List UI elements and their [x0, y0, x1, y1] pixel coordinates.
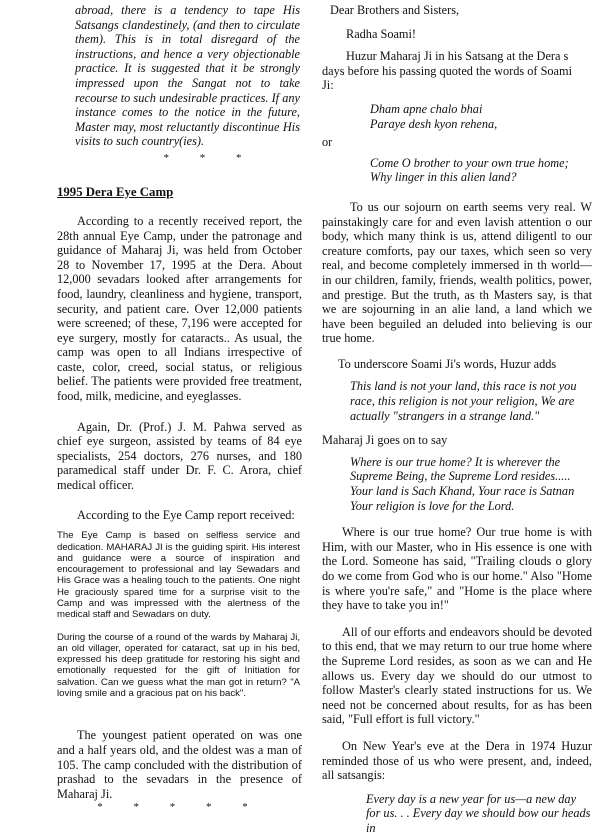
- verse-1-line-2: Paraye desh kyon rehena,: [370, 116, 498, 131]
- report-intro: According to the Eye Camp report received:: [77, 507, 295, 522]
- report-quote-2: During the course of a round of the wards by Maharaj Ji, an old villager, operated for cataract, sat up in his bed, expressed his deep gratitude for restoring his sight and emotionally requested for the gift of Initiation for salvation. Can we guess what the man got in return? "A loving smile and a gracious pat on his back".: [57, 631, 300, 700]
- section-divider-stars: * * *: [163, 151, 256, 164]
- maharaj-quote: Where is our true home? It is wherever the Supreme Being, the Supreme Lord resides..... Your land is Sach Khand, Your race is Satnan Your religion is love for the Lord.: [350, 454, 575, 513]
- right-column: [322, 0, 592, 836]
- section-heading: 1995 Dera Eye Camp: [57, 184, 174, 199]
- verse-1-line-1: Dham apne chalo bhai: [370, 101, 483, 116]
- huzur-quote: This land is not your land, this race is not you race, this religion is not your religion, We are actually "strangers in a strange land.": [350, 379, 577, 423]
- patients-paragraph: The youngest patient operated on was one and a half years old, and the oldest was a man of 105. The camp concluded with the distribution of prashad to the sevadars in the presence of Maharaj Ji.: [57, 728, 302, 801]
- efforts-paragraph: All of our efforts and endeavors should be devoted to this end, that we may return to our true home where the Supreme Lord resides, as soon as we can and He allows us. Every day we should do our utmost to follow Master's clearly stated instructions for us. We need not be concerned about results, for as has been said, "Full effort is full victory.": [322, 624, 592, 727]
- surgeons-paragraph: Again, Dr. (Prof.) J. M. Pahwa served as chief eye surgeon, assisted by teams of 84 eye specialists, 254 doctors, 276 nurses, and 180 paramedical staff under Dr. F. C. Arora, chief medical officer.: [57, 419, 302, 493]
- true-home-paragraph: Where is our true home? Our true home is with Him, with our Master, who in His essence is one with the Lord. Someone has said, "Trailing clouds o glory do we come from God who is our home." Also "Home is where you're safe," and "Home is the place where they have to take you in!": [322, 525, 592, 613]
- new-year-quote: Every day is a new year for us—a new day for us. . . Every day we should bow our heads in: [366, 791, 591, 835]
- sojourn-paragraph: To us our sojourn on earth seems very real. W painstakingly care for and even lavish attention o our body, which many think is us, attend diligentl to our creature comforts, pay our taxes, which seen so very real, and become completely immersed in th world—in our children, family, friends, wealth politics, power, and prestige. But the truth, as th Masters say, is that we are sojourning in an alie land, a land which we have been beguiled an deluded into believing is our true home.: [322, 199, 592, 346]
- intro-paragraph: abroad, there is a tendency to tape His Satsangs clandestinely, (and then to circulate them). This is in total disregard of the instructions, and hence a very objectionable practice. It is suggested that it be strongly impressed upon the Sangat not to take recourse to such undesirable practices. If any instance comes to the notice in the future, Master may, most reluctantly discontinue His visits to such country(ies).: [75, 3, 300, 149]
- verse-separator: or: [322, 135, 333, 150]
- end-divider-stars: * * * * *: [97, 801, 262, 814]
- verse-2-line-1: Come O brother to your own true home;: [370, 155, 569, 170]
- salutation: Dear Brothers and Sisters,: [330, 3, 460, 17]
- verse-2-line-2: Why linger in this alien land?: [370, 170, 517, 185]
- new-year-paragraph: On New Year's eve at the Dera in 1974 Huzur reminded those of us who were present, and, indeed, all satsangis:: [322, 738, 592, 783]
- eye-camp-paragraph: According to a recently received report, the 28th annual Eye Camp, under the patronage and guidance of Maharaj Ji, was held from October 28 to November 17, 1995 at the Dera. About 12,000 sevadars looked after arrangements for food, laundry, cleanliness and hygiene, transport, security, and patient care. Over 12,000 patients were screened; of these, 7,196 were accepted for eye surgery, mostly for cataracts.. As usual, the camp was open to all Indians irrespective of caste, color, creed, social status, or religious belief. The patients were provided free treatment, food, milk, medicine, and eyeglasses.: [57, 213, 302, 404]
- satsang-paragraph: Huzur Maharaj Ji in his Satsang at the Dera s days before his passing quoted the words of Soami Ji:: [322, 49, 572, 93]
- left-column: [57, 0, 302, 813]
- maharaj-intro: Maharaj Ji goes on to say: [322, 433, 448, 448]
- underscore-line: To underscore Soami Ji's words, Huzur adds: [338, 356, 557, 371]
- report-quote-1: The Eye Camp is based on selfless service and dedication. MAHARAJ JI is the guiding spirit. His interest and guidance were a source of inspiration and encouragement to professional and lay Sewadars and His Grace was a healing touch to the patients. One night He graciously spared time for a surprise visit to the Camp and was impressed with the alertness of the medical staff and Sewadars on duty.: [57, 530, 300, 621]
- greeting: Radha Soami!: [346, 26, 417, 41]
